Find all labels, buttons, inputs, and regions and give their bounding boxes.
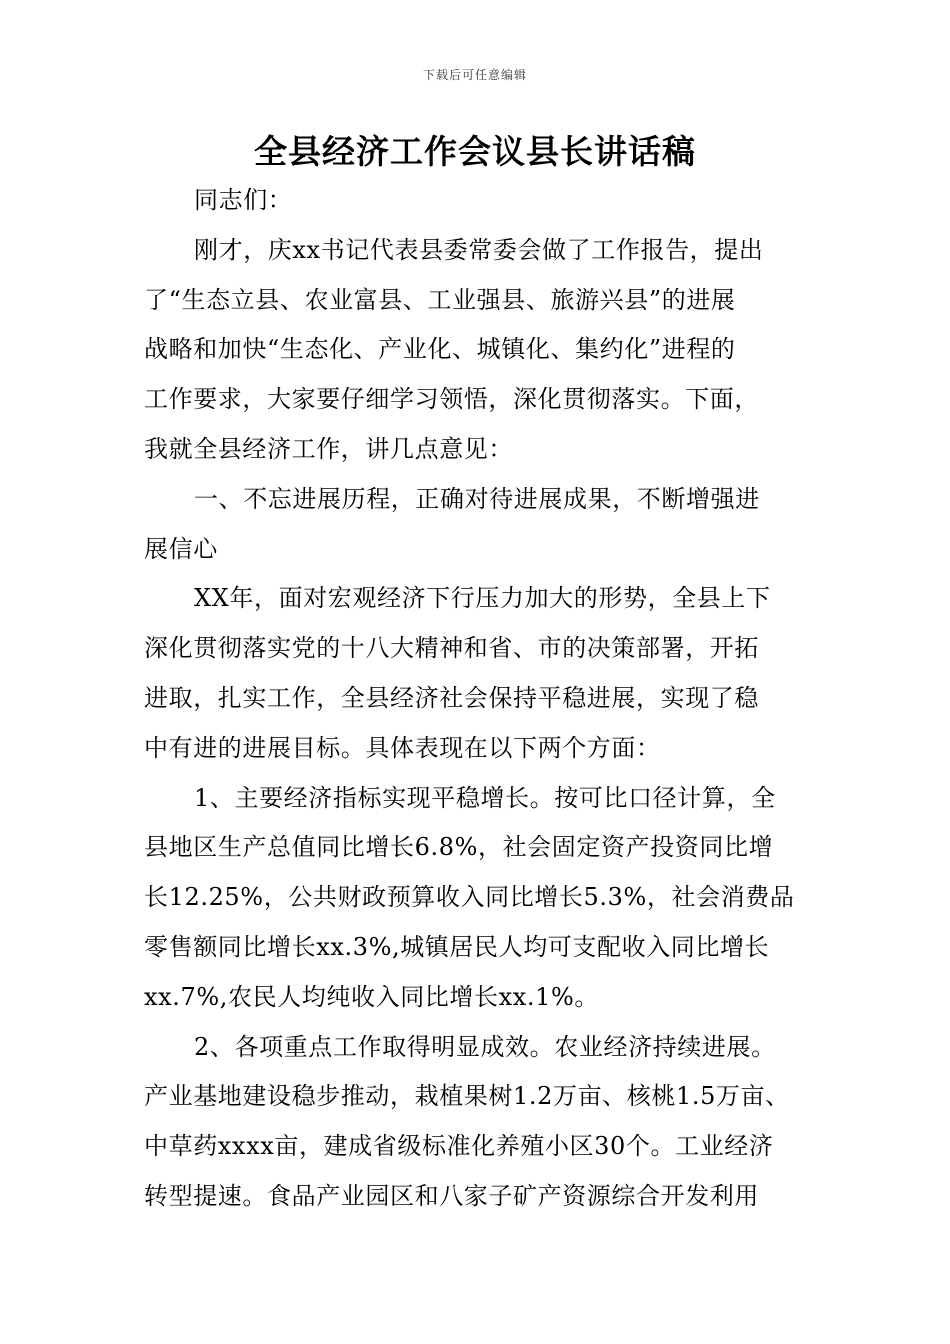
paragraph-line: 零售额同比增长xx.3%,城镇居民人均可支配收入同比增长: [144, 932, 770, 961]
paragraph-line: 县地区生产总值同比增长6.8%，社会固定资产投资同比增: [144, 833, 774, 862]
paragraph-line: 进取，扎实工作，全县经济社会保持平稳进展，实现了稳: [144, 683, 759, 712]
paragraph-line: 2、各项重点工作取得明显成效。农业经济持续进展。: [194, 1032, 776, 1061]
paragraph-line: 中草药xxxx亩，建成省级标准化养殖小区30个。工业经济: [144, 1132, 774, 1161]
paragraph-line: 转型提速。食品产业园区和八家子矿产资源综合开发利用: [144, 1181, 759, 1210]
paragraph-line: XX年，面对宏观经济下行压力加大的形势，全县上下: [194, 584, 771, 613]
section-heading-line: 展信心: [144, 534, 218, 563]
paragraph-line: 深化贯彻落实党的十八大精神和省、市的决策部署，开拓: [144, 634, 759, 663]
paragraph-line: 刚才，庆xx书记代表县委常委会做了工作报告，提出: [194, 235, 764, 264]
section-heading-line: 一、不忘进展历程，正确对待进展成果，不断增强进: [194, 484, 760, 513]
paragraph-line: 长12.25%，公共财政预算收入同比增长5.3%，社会消费品: [144, 883, 795, 912]
paragraph-line: 中有进的进展目标。具体表现在以下两个方面：: [144, 733, 661, 762]
paragraph-line: 了“生态立县、农业富县、工业强县、旅游兴县”的进展: [144, 285, 736, 314]
paragraph-line: 战略和加快“生态化、产业化、城镇化、集约化”进程的: [144, 335, 736, 364]
paragraph-line: 1、主要经济指标实现平稳增长。按可比口径计算，全: [194, 783, 776, 812]
header-note: 下载后可任意编辑: [422, 68, 527, 82]
paragraph-line: 工作要求，大家要仔细学习领悟，深化贯彻落实。下面，: [144, 385, 759, 414]
document-title: 全县经济工作会议县长讲话稿: [254, 132, 696, 171]
paragraph-line: xx.7%,农民人均纯收入同比增长xx.1%。: [144, 982, 599, 1011]
paragraph-line: 产业基地建设稳步推动，栽植果树1.2万亩、核桃1.5万亩、: [144, 1082, 790, 1111]
document-body: [144, 176, 814, 1222]
paragraph-line: 我就全县经济工作，讲几点意见：: [144, 434, 513, 463]
salutation-line: 同志们：: [194, 186, 293, 214]
